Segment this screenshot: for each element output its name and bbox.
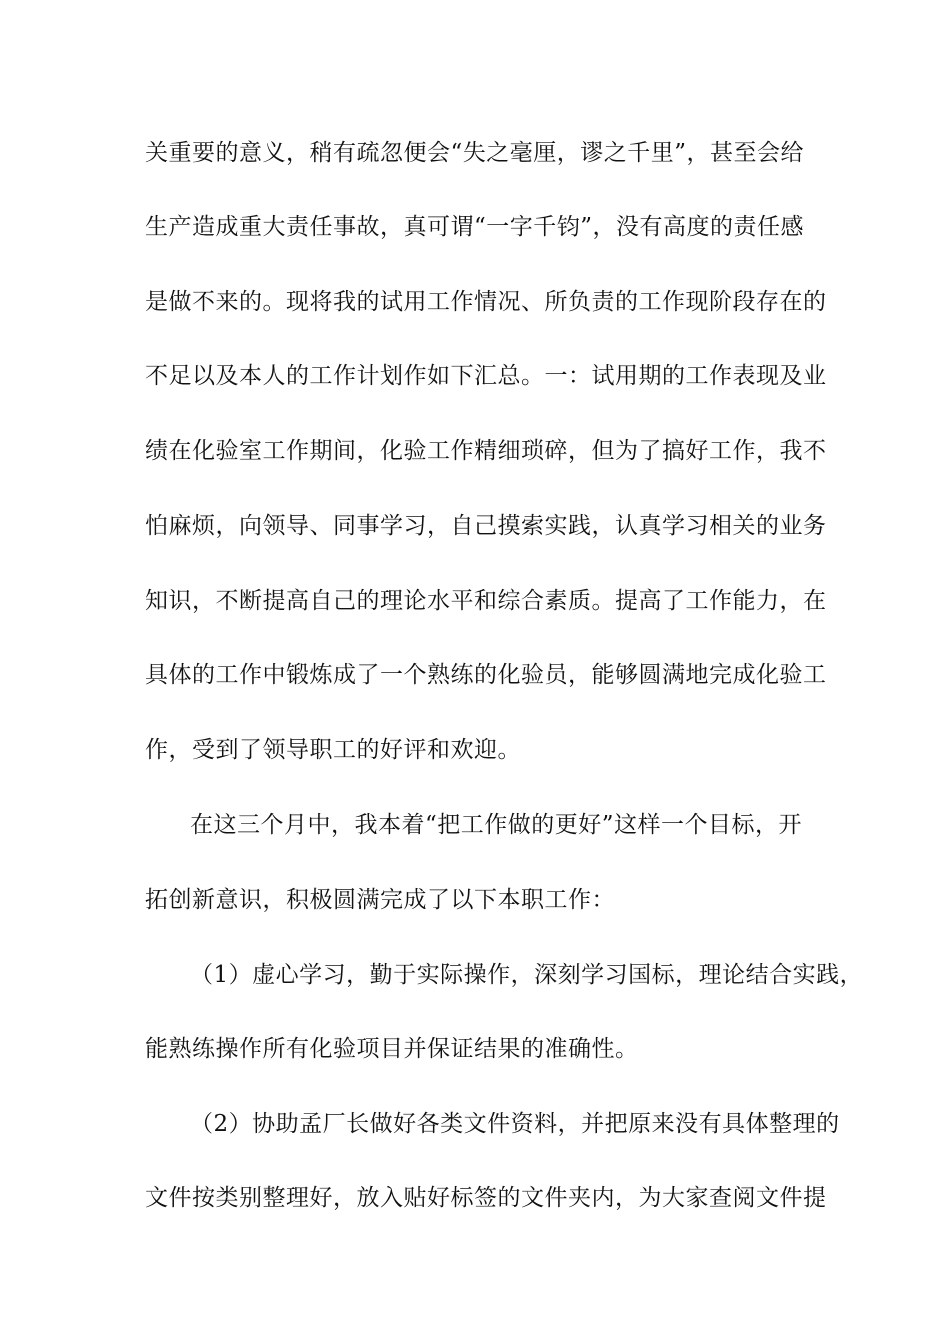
text-line: 关重要的意义，稍有疏忽便会“失之毫厘，谬之千里”，甚至会给 (145, 140, 805, 166)
text-line: 在这三个月中，我本着“把工作做的更好”这样一个目标，开 (190, 812, 803, 838)
text-line: 怕麻烦，向领导、同事学习，自己摸索实践，认真学习相关的业务 (145, 513, 827, 539)
text-line: 文件按类别整理好，放入贴好标签的文件夹内，为大家查阅文件提 (145, 1185, 827, 1211)
text-line: 知识，不断提高自己的理论水平和综合素质。提高了工作能力，在 (145, 588, 827, 614)
text-line: 具体的工作中锻炼成了一个熟练的化验员，能够圆满地完成化验工 (145, 662, 827, 688)
text-line: 拓创新意识，积极圆满完成了以下本职工作： (145, 887, 615, 913)
text-line: 是做不来的。现将我的试用工作情况、所负责的工作现阶段存在的 (145, 289, 827, 315)
text-line: （1）虚心学习，勤于实际操作，深刻学习国标，理论结合实践， (190, 962, 864, 988)
text-line: 绩在化验室工作期间，化验工作精细琐碎，但为了搞好工作，我不 (145, 438, 827, 464)
text-line: 能熟练操作所有化验项目并保证结果的准确性。 (145, 1036, 639, 1062)
text-line: 生产造成重大责任事故，真可谓“一字千钧”，没有高度的责任感 (145, 214, 805, 240)
text-line: 作，受到了领导职工的好评和欢迎。 (145, 737, 521, 763)
text-line: （2）协助孟厂长做好各类文件资料，并把原来没有具体整理的 (190, 1111, 840, 1137)
text-line: 不足以及本人的工作计划作如下汇总。一：试用期的工作表现及业 (145, 363, 827, 389)
